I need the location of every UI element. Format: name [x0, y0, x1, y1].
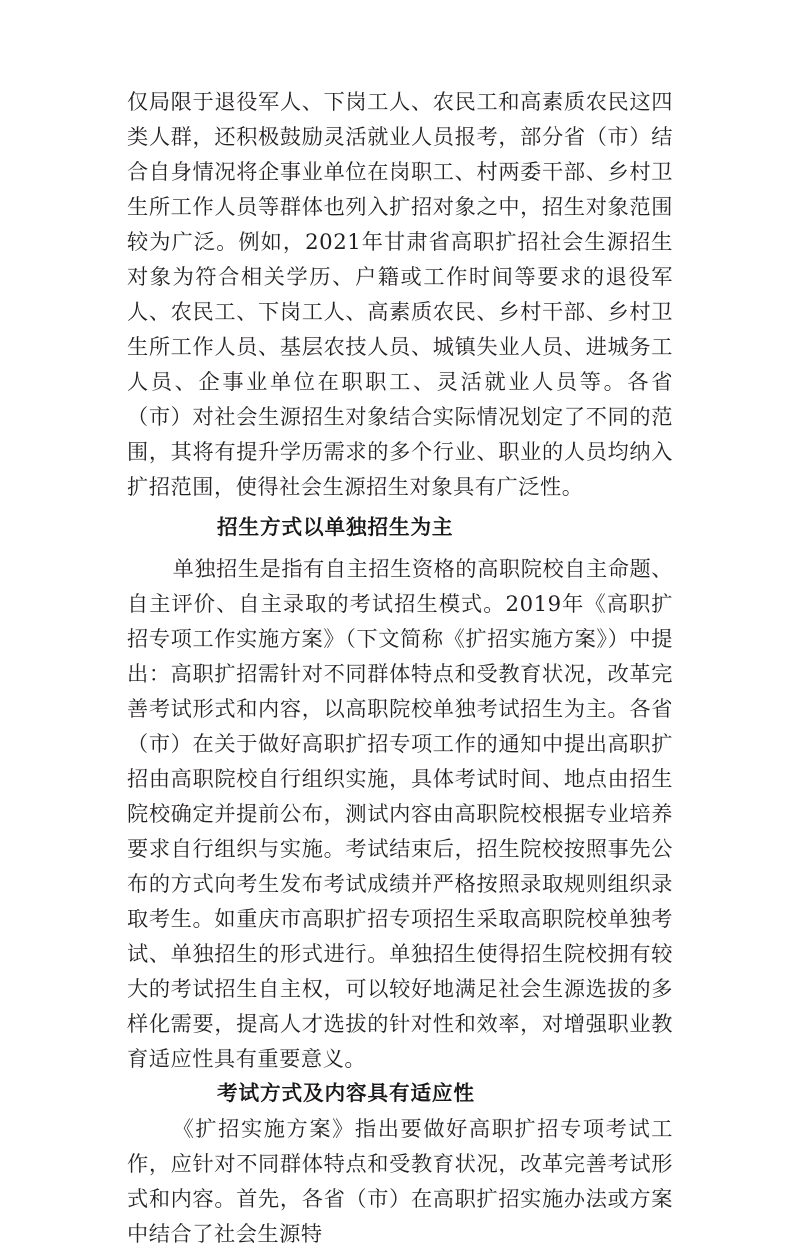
page-content [127, 84, 673, 1251]
section-heading-admission-method: 招生方式以单独招生为主 [217, 515, 454, 539]
body-paragraph-exam-content: 《扩招实施方案》指出要做好高职扩招专项考试工作，应针对不同群体特点和受教育状况，改革完善考试形式和内容。首先，各省（市）在高职扩招实施办法或方案中结合了社会生源特 [127, 1116, 673, 1246]
body-paragraph-independent-enrollment: 单独招生是指有自主招生资格的高职院校自主命题、自主评价、自主录取的考试招生模式。2019年《高职扩招专项工作实施方案》（下文简称《扩招实施方案》）中提出：高职扩招需针对不同群体特点和受教育状况，改革完善考试形式和内容，以高职院校单独考试招生为主。各省（市）在关于做好高职扩招专项工作的通知中提出高职扩招由高职院校自行组织实施，具体考试时间、地点由招生院校确定并提前公布，测试内容由高职院校根据专业培养要求自行组织与实施。考试结束后，招生院校按照事先公布的方式向考生发布考试成绩并严格按照录取规则组织录取考生。如重庆市高职扩招专项招生采取高职院校单独考试、单独招生的形式进行。单独招生使得招生院校拥有较大的考试招生自主权，可以较好地满足社会生源选拔的多样化需要，提高人才选拔的针对性和效率，对增强职业教育适应性具有重要意义。 [127, 556, 673, 1071]
section-heading-exam-adaptability: 考试方式及内容具有适应性 [217, 1081, 475, 1105]
body-paragraph-continuation: 仅局限于退役军人、下岗工人、农民工和高素质农民这四类人群，还积极鼓励灵活就业人员报考，部分省（市）结合自身情况将企事业单位在岗职工、村两委干部、乡村卫生所工作人员等群体也列入扩招对象之中，招生对象范围较为广泛。例如，2021年甘肃省高职扩招社会生源招生对象为符合相关学历、户籍或工作时间等要求的退役军人、农民工、下岗工人、高素质农民、乡村干部、乡村卫生所工作人员、基层农技人员、城镇失业人员、进城务工人员、企事业单位在职职工、灵活就业人员等。各省（市）对社会生源招生对象结合实际情况划定了不同的范围，其将有提升学历需求的多个行业、职业的人员均纳入扩招范围，使得社会生源招生对象具有广泛性。 [127, 89, 673, 499]
